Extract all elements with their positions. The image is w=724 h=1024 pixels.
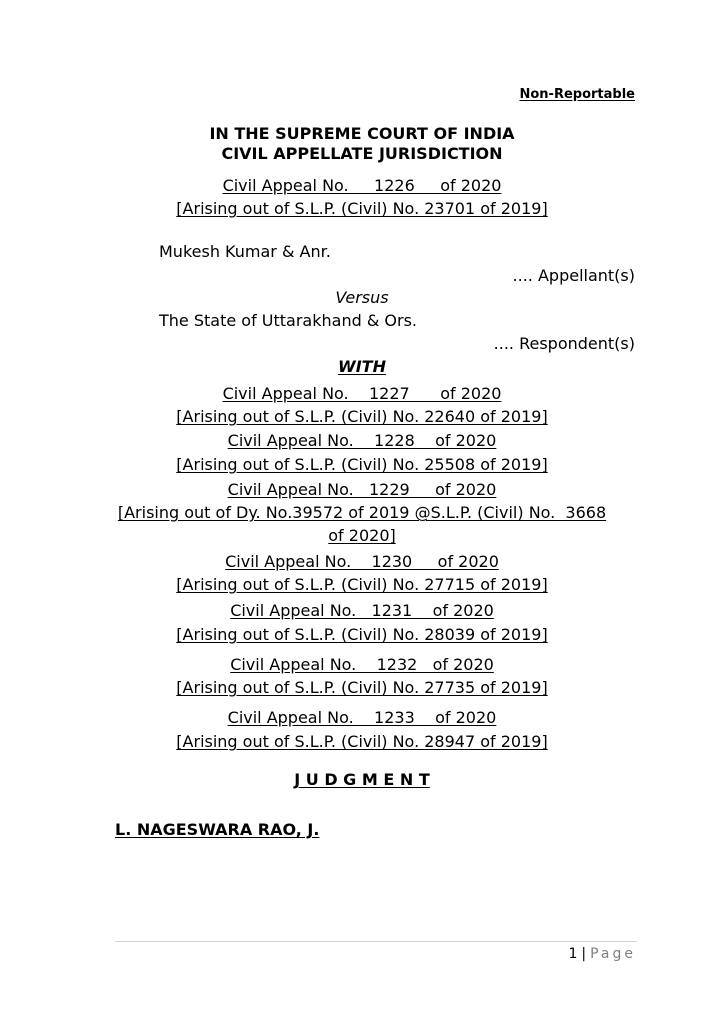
connected-appeal-number: Civil Appeal No. 1231 of 2020: [230, 601, 494, 620]
reportability-label: Non-Reportable: [519, 87, 635, 102]
jurisdiction: CIVIL APPELLATE JURISDICTION: [221, 144, 503, 163]
connected-appeal-arising: [Arising out of S.L.P. (Civil) No. 27735 of 2019]: [176, 678, 548, 697]
judgment-heading: J U D G M E N T: [294, 770, 430, 789]
with-label: WITH: [338, 357, 386, 376]
footer-divider: [115, 941, 637, 942]
connected-appeal-arising: [Arising out of S.L.P. (Civil) No. 28039 of 2019]: [176, 625, 548, 644]
connected-appeal-number: Civil Appeal No. 1232 of 2020: [230, 655, 494, 674]
appellant-name: Mukesh Kumar & Anr.: [159, 242, 331, 261]
court-name: IN THE SUPREME COURT OF INDIA: [209, 124, 515, 143]
appellant-role: .... Appellant(s): [512, 266, 635, 285]
connected-appeal-arising: [Arising out of S.L.P. (Civil) No. 27715 of 2019]: [176, 575, 548, 594]
footer-separator: |: [581, 946, 588, 962]
connected-appeal-arising: [Arising out of S.L.P. (Civil) No. 22640 of 2019]: [176, 407, 548, 426]
main-appeal-number: Civil Appeal No. 1226 of 2020: [222, 176, 502, 195]
respondent-name: The State of Uttarakhand & Ors.: [159, 311, 417, 330]
respondent-role: .... Respondent(s): [493, 334, 635, 353]
page-number: 1: [568, 946, 579, 962]
main-appeal-arising: [Arising out of S.L.P. (Civil) No. 23701 of 2019]: [176, 199, 548, 218]
connected-appeal-arising: [Arising out of S.L.P. (Civil) No. 28947 of 2019]: [176, 732, 548, 751]
connected-appeal-number: Civil Appeal No. 1233 of 2020: [227, 708, 497, 727]
versus-label: Versus: [335, 288, 389, 307]
judge-name: L. NAGESWARA RAO, J.: [115, 820, 320, 839]
connected-appeal-number: Civil Appeal No. 1229 of 2020: [227, 480, 497, 499]
connected-appeal-number: Civil Appeal No. 1230 of 2020: [225, 552, 499, 571]
connected-appeal-arising: [Arising out of S.L.P. (Civil) No. 25508 of 2019]: [176, 455, 548, 474]
connected-appeal-arising-cont: of 2020]: [328, 526, 396, 545]
connected-appeal-number: Civil Appeal No. 1228 of 2020: [227, 431, 497, 450]
page-label: Page: [590, 946, 636, 962]
connected-appeal-arising: [Arising out of Dy. No.39572 of 2019 @S.L.P. (Civil) No. 3668: [117, 503, 607, 522]
connected-appeal-number: Civil Appeal No. 1227 of 2020: [222, 384, 502, 403]
page-footer: [568, 946, 636, 962]
